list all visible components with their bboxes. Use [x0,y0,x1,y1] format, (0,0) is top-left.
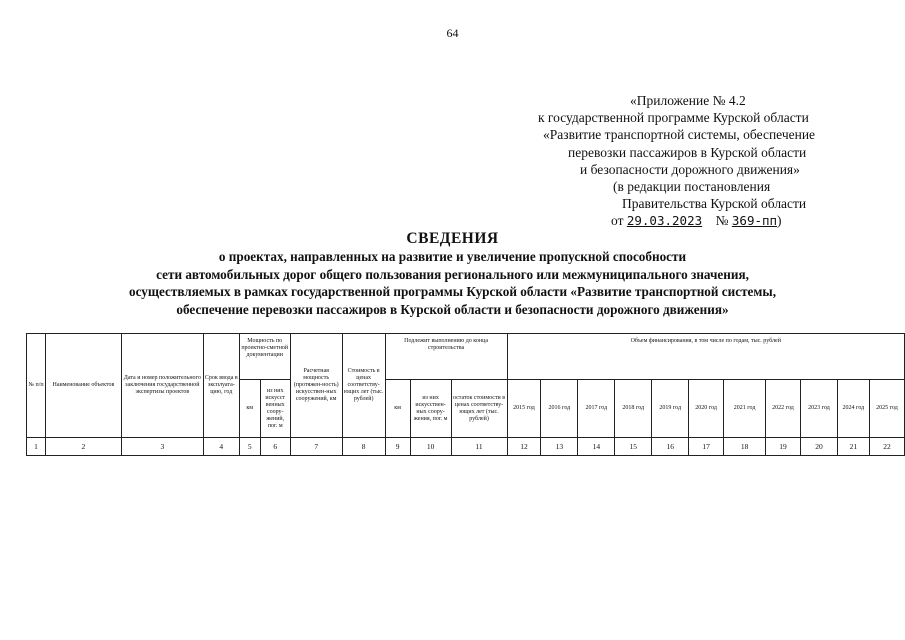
appendix-line: к государственной программе Курской области [538,110,809,126]
header-cell: Срок ввода в эксплуата-цию, год [203,334,239,438]
column-number: 4 [203,438,239,456]
header-cell: из них искусст венных соору-жений, пог. м [260,380,290,438]
column-number: 7 [290,438,342,456]
column-number: 20 [800,438,837,456]
appendix-block [470,92,905,230]
heading-line: осуществляемых в рамках государственной программы Курской области «Развитие транспортной системы, [129,284,776,299]
column-number: 5 [239,438,260,456]
appendix-line: «Приложение № 4.2 [630,93,746,108]
projects-table [26,333,905,456]
date-prefix: от [611,213,624,229]
header-cell: Подлежит выполнению до конца строительства [385,334,507,380]
year-header: 2018 год [615,380,652,438]
header-cell: Мощность по проектно-сметной документации [239,334,290,380]
header-cell: № п/п [27,334,46,438]
year-header: 2023 год [800,380,837,438]
year-header: 2024 год [837,380,869,438]
year-header: 2017 год [578,380,615,438]
column-number: 12 [507,438,541,456]
header-cell: км [239,380,260,438]
heading-line: сети автомобильных дорог общего пользования регионального или межмуниципального значения, [156,266,749,282]
year-header: 2025 год [869,380,904,438]
closing-paren: ) [777,213,782,229]
column-number: 18 [724,438,766,456]
year-header: 2019 год [652,380,689,438]
number-sign: № [715,213,729,229]
table-header-row [27,334,905,380]
header-cell: Наименование объектов [45,334,121,438]
appendix-line: (в редакции постановления [613,179,771,195]
resolution-date: 29.03.2023 [626,213,703,229]
document-title: СВЕДЕНИЯ [406,230,499,247]
column-number: 17 [689,438,724,456]
appendix-line: перевозки пассажиров в Курской области [568,144,807,160]
column-number: 11 [451,438,507,456]
column-number: 16 [652,438,689,456]
column-number: 3 [121,438,203,456]
column-number: 1 [27,438,46,456]
column-number: 10 [410,438,451,456]
year-header: 2016 год [541,380,578,438]
column-number: 14 [578,438,615,456]
page-number: 64 [446,26,459,40]
column-number: 21 [837,438,869,456]
heading-line: о проектах, направленных на развитие и увеличение пропускной способности [218,249,687,264]
resolution-number: 369-пп [731,213,778,229]
year-header: 2020 год [689,380,724,438]
year-header: 2015 год [507,380,541,438]
column-number: 8 [342,438,385,456]
header-cell: из них искусствен-ных соору-жения, пог. м [410,380,451,438]
heading-line: обеспечение перевозки пассажиров в Курской области и безопасности дорожного движения» [176,301,729,317]
header-cell: остаток стоимости в ценах соответству-ющих лет (тыс. рублей) [451,380,507,438]
year-header: 2021 год [724,380,766,438]
column-number: 2 [45,438,121,456]
header-cell: Объем финансирования, в том числе по годам, тыс. рублей [507,334,905,380]
year-header: 2022 год [766,380,801,438]
column-number: 9 [385,438,410,456]
appendix-line: «Развитие транспортной системы, обеспечение [543,127,816,143]
header-cell: км [385,380,410,438]
column-number-row [27,438,905,456]
appendix-line: и безопасности дорожного движения» [580,161,800,177]
header-cell: Стоимость в ценах соответству-ющих лет (тыс. рублей) [342,334,385,438]
column-number: 19 [766,438,801,456]
header-cell: Расчетная мощность (протяжен-ность) искусствен-ных сооружений, км [290,334,342,438]
column-number: 15 [615,438,652,456]
column-number: 6 [260,438,290,456]
header-cell: Дата и номер положительного заключения государственной экспертизы проектов [121,334,203,438]
appendix-line: Правительства Курской области [622,196,807,212]
column-number: 13 [541,438,578,456]
document-heading [0,230,905,318]
appendix-date-line [470,212,905,229]
column-number: 22 [869,438,904,456]
